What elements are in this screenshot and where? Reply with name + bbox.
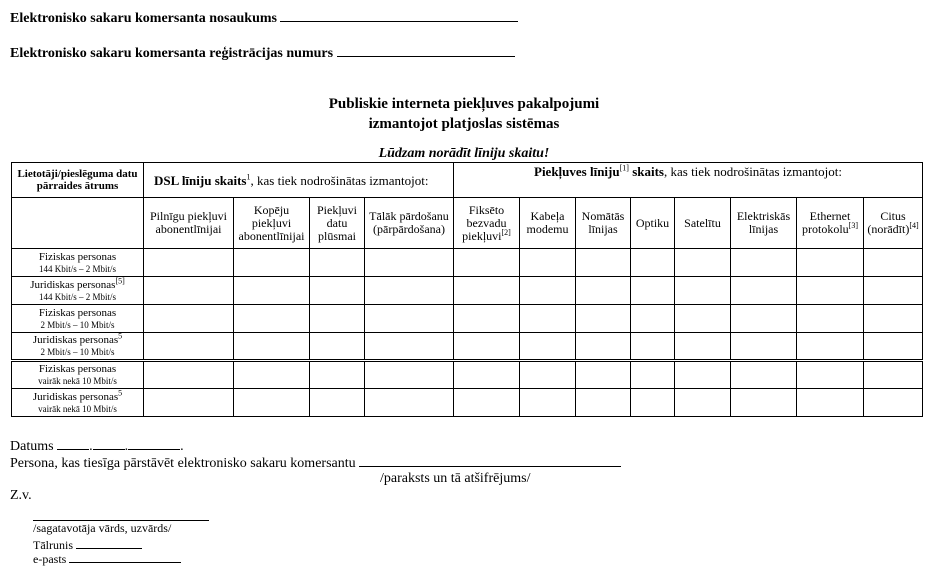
entry-cell[interactable] [454, 389, 520, 417]
date-month-blank[interactable] [93, 437, 125, 450]
entry-cell[interactable] [454, 361, 520, 389]
entry-cell[interactable] [576, 277, 631, 305]
table-row [12, 277, 923, 305]
entry-cell[interactable] [731, 305, 797, 333]
entry-cell[interactable] [310, 389, 365, 417]
entry-cell[interactable] [365, 361, 454, 389]
entry-cell[interactable] [310, 249, 365, 277]
row-label-cell [12, 389, 144, 417]
entry-cell[interactable] [234, 361, 310, 389]
entry-cell[interactable] [520, 305, 576, 333]
row-speed: 144 Kbit/s – 2 Mbit/s [38, 263, 116, 274]
entry-cell[interactable] [234, 333, 310, 361]
date-label: Datums [10, 439, 54, 454]
entry-cell[interactable] [797, 361, 864, 389]
col-header-text: Kabeļa modemu [526, 209, 569, 236]
row-speed: 144 Kbit/s – 2 Mbit/s [38, 291, 116, 302]
col-header-sup: [2] [501, 227, 511, 237]
row-label-cell [12, 305, 144, 333]
date-day-blank[interactable] [57, 437, 89, 450]
row-label-cell [12, 333, 144, 361]
entry-cell[interactable] [731, 389, 797, 417]
entry-cell[interactable] [234, 277, 310, 305]
col-header-6 [576, 198, 631, 249]
entry-cell[interactable] [675, 389, 731, 417]
access-group-rest: , kas tiek nodrošinātas izmantojot: [663, 164, 842, 179]
entry-cell[interactable] [454, 305, 520, 333]
entry-cell[interactable] [797, 389, 864, 417]
entry-cell[interactable] [520, 277, 576, 305]
entry-cell[interactable] [454, 249, 520, 277]
person-label: Persona, kas tiesīga pārstāvēt elektronisko sakaru komersantu [10, 456, 356, 471]
company-reg-line [10, 44, 515, 62]
date-line: Datums . . . [10, 439, 184, 454]
dsl-group-header [144, 163, 454, 198]
entry-cell[interactable] [310, 305, 365, 333]
row-label-sup: 5 [118, 387, 123, 397]
col-header-sup: [3] [848, 221, 858, 230]
phone-blank[interactable] [76, 536, 142, 549]
seal-label: Z.v. [10, 488, 32, 503]
entry-cell[interactable] [731, 277, 797, 305]
dsl-group-bold: DSL līniju skaits [154, 172, 247, 188]
company-name-label: Elektronisko sakaru komersanta nosaukums [10, 11, 277, 26]
entry-cell[interactable] [454, 277, 520, 305]
entry-cell[interactable] [576, 361, 631, 389]
entry-cell[interactable] [797, 277, 864, 305]
row-speed: vairāk nekā 10 Mbit/s [38, 376, 117, 386]
entry-cell[interactable] [576, 305, 631, 333]
entry-cell[interactable] [631, 249, 675, 277]
page-title-line1: Publiskie interneta piekļuves pakalpojumi [328, 96, 600, 112]
date-year-blank[interactable] [128, 437, 180, 450]
phone-label: Tālrunis [33, 538, 73, 552]
row-label-sup: [5] [115, 275, 125, 285]
access-group-header [454, 163, 923, 198]
entry-cell[interactable] [576, 389, 631, 417]
col-header-4 [454, 198, 520, 249]
row-label: Fiziskas personas [38, 250, 117, 263]
entry-cell[interactable] [864, 277, 923, 305]
entry-cell[interactable] [631, 333, 675, 361]
entry-cell[interactable] [576, 333, 631, 361]
row-label: Juridiskas personas [30, 278, 116, 291]
dsl-group-sup: 1 [246, 172, 251, 182]
row-label: Juridiskas personas [32, 334, 119, 346]
entry-cell[interactable] [144, 361, 234, 389]
entry-cell[interactable] [675, 305, 731, 333]
entry-cell[interactable] [675, 277, 731, 305]
dsl-group-rest: , kas tiek nodrošinātas izmantojot: [250, 172, 429, 188]
row-label: Fiziskas personas [38, 306, 117, 319]
entry-cell[interactable] [365, 389, 454, 417]
col-header-1 [234, 198, 310, 249]
col-header-7 [631, 198, 675, 249]
signature-hint: /paraksts un tā atšifrējums/ [380, 471, 531, 486]
access-group-bold-1: Piekļuves līniju [534, 164, 620, 179]
table-row [12, 333, 923, 361]
entry-cell[interactable] [234, 249, 310, 277]
entry-cell[interactable] [520, 249, 576, 277]
entry-cell[interactable] [864, 333, 923, 361]
entry-cell[interactable] [310, 361, 365, 389]
col-header-sup: [4] [909, 221, 919, 230]
col-header-0 [144, 198, 234, 249]
col-header-9 [731, 198, 797, 249]
entry-cell[interactable] [144, 305, 234, 333]
entry-cell[interactable] [234, 389, 310, 417]
entry-cell[interactable] [310, 277, 365, 305]
access-group-bold-2: skaits [628, 164, 664, 179]
entry-cell[interactable] [864, 305, 923, 333]
entry-cell[interactable] [864, 389, 923, 417]
entry-cell[interactable] [631, 305, 675, 333]
page-title-line2: izmantojot platjoslas sistēmas [368, 116, 560, 132]
col-header-8 [675, 198, 731, 249]
entry-cell[interactable] [731, 333, 797, 361]
table-row [12, 389, 923, 417]
entry-cell[interactable] [731, 249, 797, 277]
company-name-line [10, 9, 518, 27]
row-label-cell [12, 277, 144, 305]
entry-cell[interactable] [520, 333, 576, 361]
entry-cell[interactable] [310, 333, 365, 361]
entry-cell[interactable] [631, 361, 675, 389]
entry-cell[interactable] [365, 249, 454, 277]
company-reg-blank[interactable] [337, 44, 515, 57]
instruction-note: Lūdzam norādīt līniju skaitu! [378, 146, 550, 161]
entry-cell[interactable] [454, 333, 520, 361]
email-label: e-pasts [33, 552, 67, 566]
access-group-sup: [1] [619, 163, 629, 173]
row-label-sup: 5 [118, 331, 123, 341]
row-speed: vairāk nekā 10 Mbit/s [38, 403, 117, 414]
col-header-10 [797, 198, 864, 249]
person-line [10, 454, 621, 472]
company-reg-label: Elektronisko sakaru komersanta reģistrācijas numurs [10, 46, 334, 61]
preparer-name-blank[interactable] [33, 508, 209, 521]
col-header-11 [864, 198, 923, 249]
entry-cell[interactable] [144, 389, 234, 417]
row-speed: 2 Mbit/s – 10 Mbit/s [40, 319, 115, 330]
entry-cell[interactable] [520, 389, 576, 417]
entry-cell[interactable] [631, 277, 675, 305]
broadband-lines-table [11, 162, 923, 417]
entry-cell[interactable] [144, 249, 234, 277]
col-header-text: Pilnīgu piekļuvi abonentlīnijai [149, 209, 227, 236]
col-header-text: Satelītu [684, 215, 721, 230]
col-header-2 [310, 198, 365, 249]
col-header-text: Nomātās līnijas [581, 209, 625, 236]
entry-cell[interactable] [675, 249, 731, 277]
entry-cell[interactable] [631, 389, 675, 417]
col-header-text: Kopēju piekļuvi abonentlīnijai [238, 202, 305, 243]
col-header-5 [520, 198, 576, 249]
entry-cell[interactable] [576, 249, 631, 277]
column-header-row [12, 198, 923, 249]
email-blank[interactable] [69, 550, 181, 563]
table-row [12, 305, 923, 333]
col-header-text: Piekļuvi datu plūsmai [316, 202, 357, 243]
col-header-text: Ethernet protokolu [802, 209, 851, 236]
table-row [12, 249, 923, 277]
col-header-text: Fiksēto bezvadu piekļuvi [462, 202, 507, 243]
table-row [12, 361, 923, 389]
entry-cell[interactable] [675, 333, 731, 361]
col-header-text: Citus (norādīt) [867, 209, 910, 236]
entry-cell[interactable] [731, 361, 797, 389]
entry-cell[interactable] [144, 277, 234, 305]
email-line [33, 550, 181, 567]
company-name-blank[interactable] [280, 9, 518, 22]
col-header-text: Optiku [635, 215, 670, 230]
entry-cell[interactable] [864, 249, 923, 277]
corner-header: Lietotāji/pieslēguma datu pārraides ātrums [12, 163, 144, 198]
preparer-hint: /sagatavotāja vārds, uzvārds/ [33, 521, 172, 535]
entry-cell[interactable] [365, 333, 454, 361]
col-header-3 [365, 198, 454, 249]
col-header-text: Elektriskās līnijas [736, 209, 791, 236]
entry-cell[interactable] [144, 333, 234, 361]
row-label-cell [12, 249, 144, 277]
entry-cell[interactable] [864, 361, 923, 389]
row-speed: 2 Mbit/s – 10 Mbit/s [40, 347, 115, 357]
entry-cell[interactable] [234, 305, 310, 333]
row-label: Fiziskas personas [38, 363, 117, 375]
entry-cell[interactable] [675, 361, 731, 389]
entry-cell[interactable] [797, 249, 864, 277]
entry-cell[interactable] [797, 333, 864, 361]
row-label-cell [12, 361, 144, 389]
entry-cell[interactable] [520, 361, 576, 389]
corner-empty-cell [12, 198, 144, 249]
person-blank[interactable] [359, 454, 621, 467]
entry-cell[interactable] [797, 305, 864, 333]
col-header-text: Tālāk pārdošanu (pārpārdošana) [369, 209, 449, 236]
group-header-row [12, 163, 923, 198]
entry-cell[interactable] [365, 277, 454, 305]
row-label: Juridiskas personas [32, 390, 119, 403]
entry-cell[interactable] [365, 305, 454, 333]
